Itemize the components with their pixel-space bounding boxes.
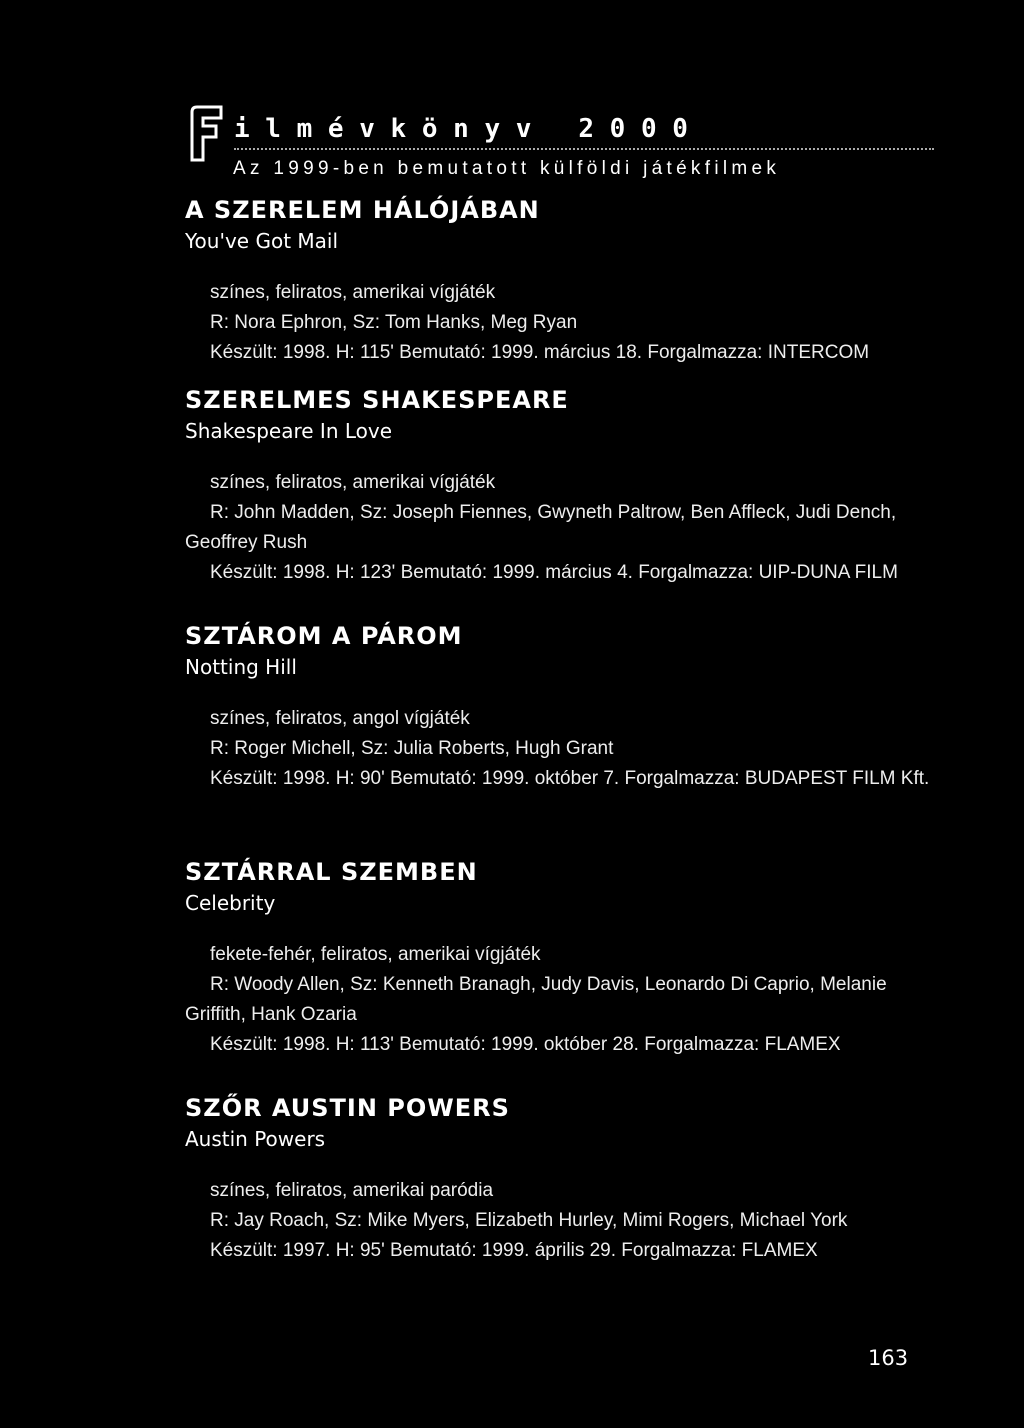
film-release: Készült: 1998. H: 123' Bemutató: 1999. március 4. Forgalmazza: UIP-DUNA FILM [210, 562, 898, 583]
film-hungarian-title: SZERELMES SHAKESPEARE [185, 386, 569, 414]
film-original-title: Austin Powers [185, 1127, 326, 1151]
film-entry [185, 856, 945, 1060]
film-original-title: Shakespeare In Love [185, 419, 393, 443]
film-original-title: You've Got Mail [185, 229, 339, 253]
film-release: Készült: 1998. H: 113' Bemutató: 1999. október 28. Forgalmazza: FLAMEX [210, 1034, 841, 1055]
film-entry [185, 384, 945, 588]
film-release: Készült: 1998. H: 90' Bemutató: 1999. október 7. Forgalmazza: BUDAPEST FILM Kft. [210, 768, 930, 789]
section-subtitle: Az 1999-ben bemutatott külföldi játékfilmek [233, 158, 781, 179]
film-hungarian-title: A SZERELEM HÁLÓJÁBAN [185, 196, 540, 224]
film-original-title: Notting Hill [185, 655, 297, 679]
film-release: Készült: 1997. H: 95' Bemutató: 1999. április 29. Forgalmazza: FLAMEX [210, 1240, 818, 1261]
film-credits: R: John Madden, Sz: Joseph Fiennes, Gwyneth Paltrow, Ben Affleck, Judi Dench, Geoffrey Rush [185, 502, 897, 553]
film-credits: R: Nora Ephron, Sz: Tom Hanks, Meg Ryan [210, 312, 578, 333]
dotted-divider [234, 148, 934, 150]
yearbook-title: i l m é v k ö n y v 2 0 0 0 [234, 114, 688, 144]
film-entry [185, 620, 945, 794]
film-hungarian-title: SZTÁRRAL SZEMBEN [185, 858, 478, 886]
film-hungarian-title: SZŐR AUSTIN POWERS [185, 1094, 510, 1122]
film-original-title: Celebrity [185, 891, 276, 915]
film-credits: R: Woody Allen, Sz: Kenneth Branagh, Judy Davis, Leonardo Di Caprio, Melanie Griffith, Hank Ozaria [185, 974, 887, 1025]
filmevkonyv-logo-icon [188, 104, 224, 162]
film-hungarian-title: SZTÁROM A PÁROM [185, 622, 463, 650]
page-header [188, 104, 938, 184]
film-release: Készült: 1998. H: 115' Bemutató: 1999. március 18. Forgalmazza: INTERCOM [210, 342, 870, 363]
film-genre: színes, feliratos, amerikai vígjáték [210, 472, 496, 493]
film-entry [185, 1092, 945, 1266]
film-genre: színes, feliratos, angol vígjáték [210, 708, 470, 729]
film-credits: R: Roger Michell, Sz: Julia Roberts, Hugh Grant [210, 738, 614, 759]
film-genre: színes, feliratos, amerikai vígjáték [210, 282, 496, 303]
film-genre: fekete-fehér, feliratos, amerikai vígjáték [210, 944, 541, 965]
page-number: 163 [868, 1346, 909, 1370]
film-entry [185, 194, 945, 368]
film-credits: R: Jay Roach, Sz: Mike Myers, Elizabeth Hurley, Mimi Rogers, Michael York [210, 1210, 848, 1231]
film-genre: színes, feliratos, amerikai paródia [210, 1180, 494, 1201]
